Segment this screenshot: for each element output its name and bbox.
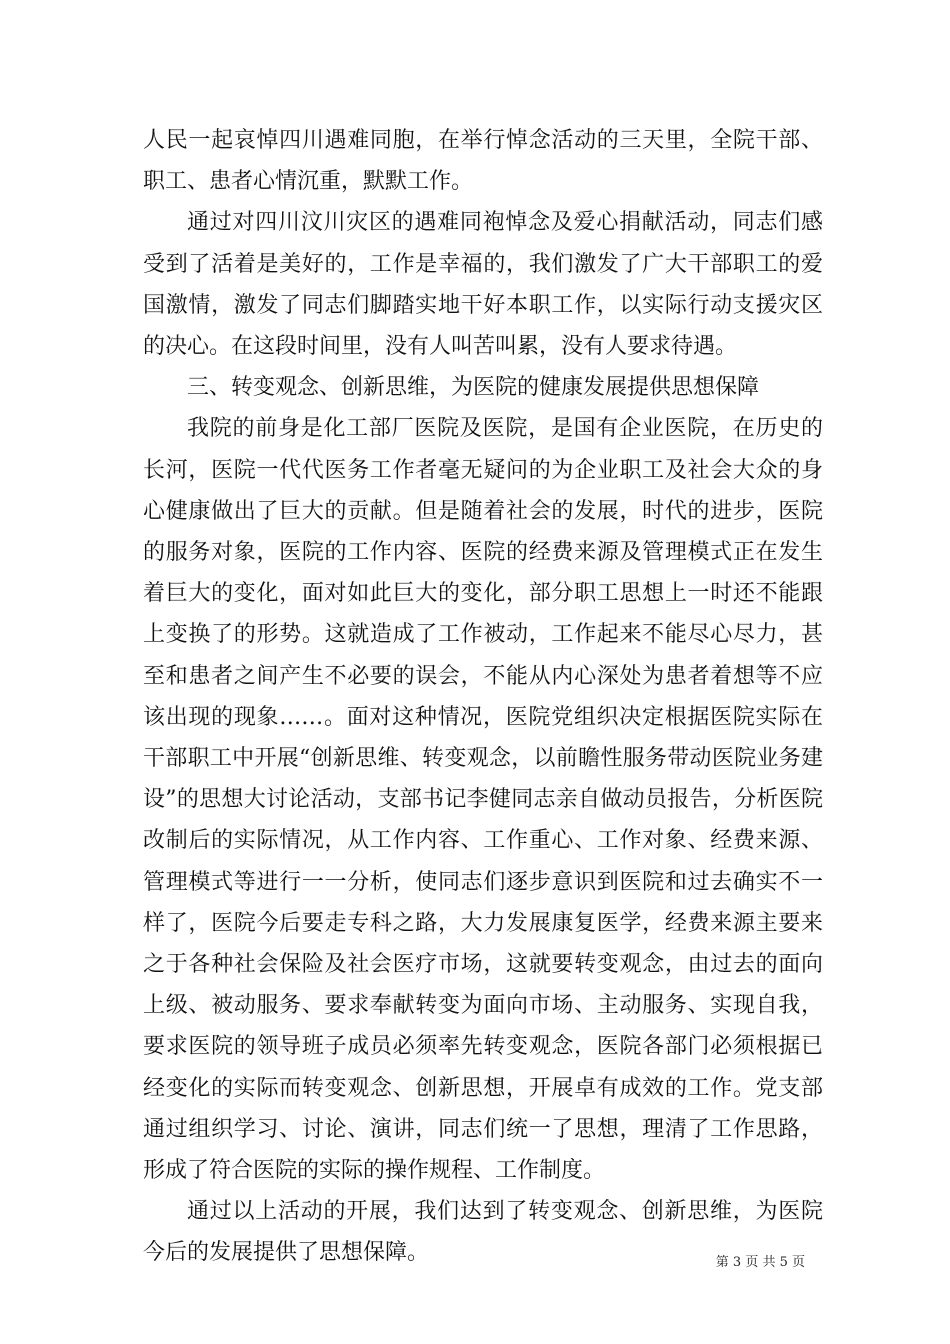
paragraph-hospital-history: 我院的前身是化工部厂医院及医院，是国有企业医院，在历史的长河，医院一代代医务工作者毫无疑问的为企业职工及社会大众的身心健康做出了巨大的贡献。但是随着社会的发展，时代的进步，医院的服务对象，医院的工作内容、医院的经费来源及管理模式正在发生着巨大的变化，面对如此巨大的变化，部分职工思想上一时还不能跟上变换了的形势。这就造成了工作被动，工作起来不能尽心尽力，甚至和患者之间产生不必要的误会，不能从内心深处为患者着想等不应该出现的现象……。面对这种情况，医院党组织决定根据医院实际在干部职工中开展“创新思维、转变观念，以前瞻性服务带动医院业务建设”的思想大讨论活动，支部书记李健同志亲自做动员报告，分析医院改制后的实际情况，从工作内容、工作重心、工作对象、经费来源、管理模式等进行一一分析，使同志们逐步意识到医院和过去确实不一样了，医院今后要走专科之路，大力发展康复医学，经费来源主要来之于各种社会保险及社会医疗市场，这就要转变观念，由过去的面向上级、被动服务、要求奉献转变为面向市场、主动服务、实现自我，要求医院的领导班子成员必须率先转变观念，医院各部门必须根据已经变化的实际而转变观念、创新思想，开展卓有成效的工作。党支部通过组织学习、讨论、演讲，同志们统一了思想，理清了工作思路，形成了符合医院的实际的操作规程、工作制度。 [143, 416, 823, 1184]
section-heading-three: 三、转变观念、创新思维，为医院的健康发展提供思想保障 [187, 375, 760, 401]
page-number-footer: 第 3 页 共 5 页 [715, 1255, 805, 1270]
paragraph-memorial-activity: 通过对四川汶川灾区的遇难同袍悼念及爱心捐献活动，同志们感受到了活着是美好的，工作是幸福的，我们激发了广大干部职工的爱国激情，激发了同志们脚踏实地干好本职工作，以实际行动支援灾区的决心。在这段时间里，没有人叫苦叫累，没有人要求待遇。 [143, 210, 823, 360]
document-body [143, 120, 823, 1274]
paragraph-continuation: 人民一起哀悼四川遇难同胞，在举行悼念活动的三天里，全院干部、职工、患者心情沉重，默默工作。 [143, 128, 823, 195]
paragraph-conclusion: 通过以上活动的开展，我们达到了转变观念、创新思维，为医院今后的发展提供了思想保障。 [143, 1199, 823, 1266]
